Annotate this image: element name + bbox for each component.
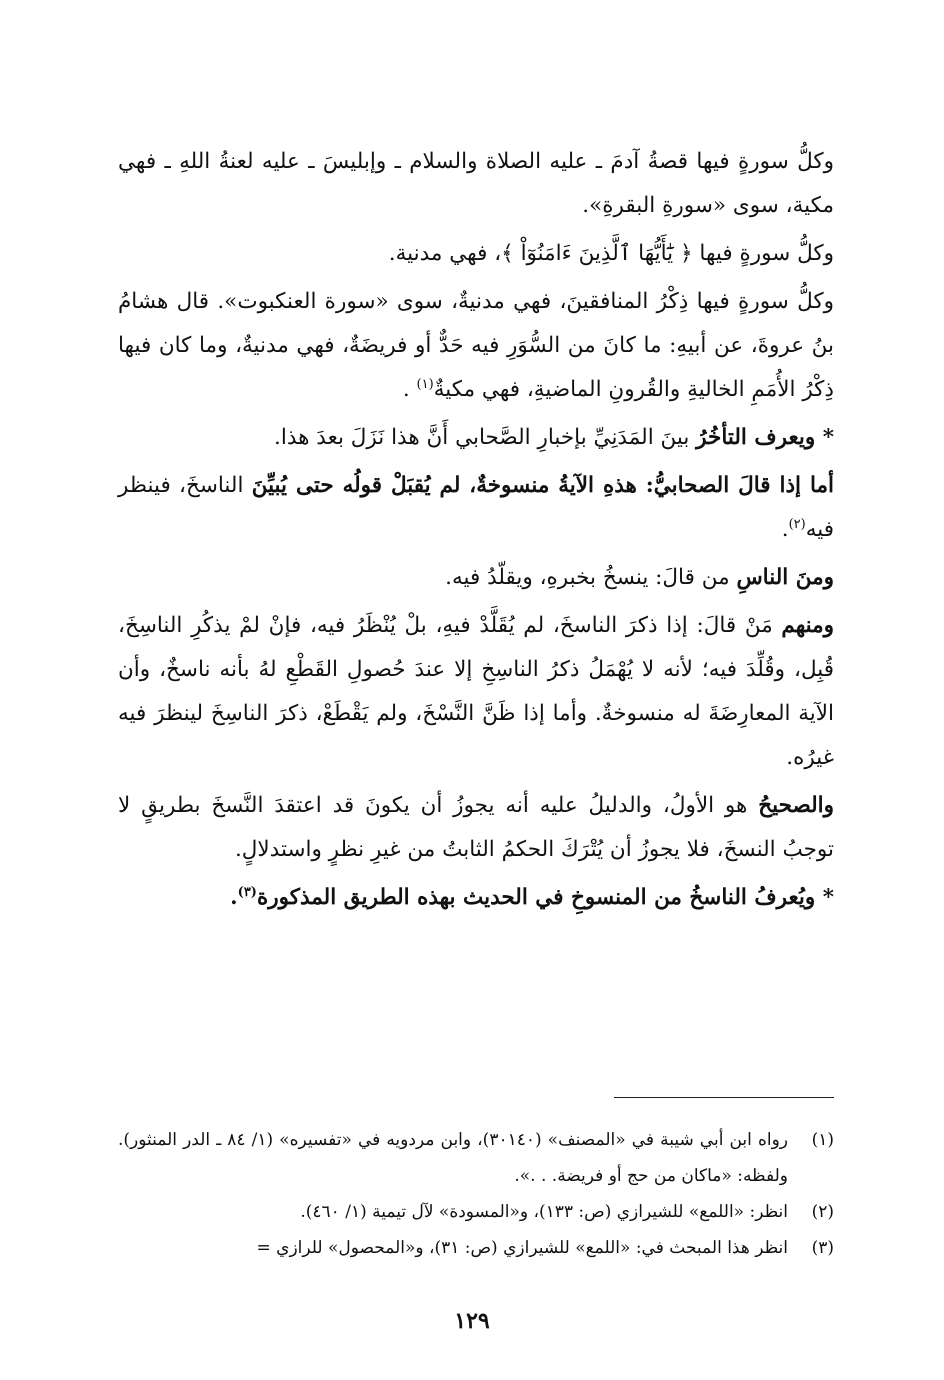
paragraph-adam-iblis: وكلُّ سورةٍ فيها قصةُ آدمَ ـ عليه الصلاة والسلام ـ وإبليسَ ـ عليه لعنةُ اللهِ ـ فهي مكية، سوى «سورةِ البقرةِ».	[118, 149, 834, 218]
footnote-3-number: (٣)	[811, 1238, 834, 1258]
footnote-3	[118, 1230, 834, 1266]
footnote-ref-1[interactable]: (١)	[416, 376, 434, 392]
paragraph-sahabi: أما إذا قالَ الصحابيُّ: هذهِ الآيةُ منسوخةٌ، لم يُقبَلْ قولُه حتى يُبيِّنَ الناسخَ، فينظر فيه$^{(٢)}$.	[118, 473, 834, 542]
paragraph-sahih-lead: والصحيحُ	[758, 793, 834, 818]
paragraph-taakhkhur-rest: بينَ المَدَنِيِّ بإخبارِ الصَّحابي أَنَّ هذا نَزَلَ بعدَ هذا.	[274, 425, 697, 450]
paragraph-minhum	[118, 604, 834, 780]
footnote-2-text: انظر: «اللمع» للشيرازي (ص: ١٣٣)، و«المسودة» لآل تيمية (١/ ٤٦٠).	[300, 1202, 788, 1222]
paragraph-nas-rest: من قالَ: ينسخُ بخبرهِ، ويقلّدُ فيه.	[445, 565, 737, 590]
footnote-2-number: (٢)	[811, 1202, 834, 1222]
paragraph-hadith-naskh-text: * ويُعرفُ الناسخُ من المنسوخِ في الحديث بهذه الطريق المذكورة	[256, 885, 834, 910]
paragraph-sahih-rest: هو الأولُ، والدليلُ عليه أنه يجوزُ أن يكونَ قد اعتقدَ النَّسخَ بطريقٍ لا توجبُ النسخَ، فلا يجوزُ أن يُتْرَكَ الحكمُ الثابتُ من غيرِ نظرٍ واستدلالٍ.	[118, 793, 834, 862]
footnote-ref-3[interactable]: (٣)	[237, 884, 257, 900]
paragraph-nas-lead: ومنَ الناسِ	[736, 565, 834, 590]
footnote-ref-2[interactable]: (٢)	[788, 516, 806, 532]
footnote-separator	[614, 1097, 834, 1098]
footnote-1-text: رواه ابن أبي شيبة في «المصنف» (٣٠١٤٠)، وابن مردويه في «تفسيره» (١/ ٨٤ ـ الدر المنثور). ولفظه: «ماكان من حج أو فريضة. . .».	[118, 1130, 789, 1186]
paragraph-hadith-naskh: * ويُعرفُ الناسخُ من المنسوخِ في الحديث بهذه الطريق المذكورة$^{(٣)}$.	[230, 884, 834, 910]
footnote-3-text: انظر هذا المبحث في: «اللمع» للشيرازي (ص: ٣١)، و«المحصول» للرازي =	[256, 1238, 788, 1258]
footnote-1	[118, 1122, 834, 1194]
page-number: ١٢٩	[454, 1308, 490, 1334]
paragraph-munafiqin: وكلُّ سورةٍ فيها ذِكْرُ المنافقينَ، فهي مدنيةٌ، سوى «سورة العنكبوت». قال هشامُ بنُ عروةَ، عن أبيهِ: ما كانَ من السُّوَرِ فيه حَدٌّ أو فريضَةٌ، فهي مدنيةٌ، وما كان فيها ذِكْرُ الأُمَمِ الخاليةِ والقُرونِ الماضيةِ، فهي مكيةٌ$^{(١)}$ .	[118, 289, 834, 402]
footnotes	[118, 1122, 834, 1266]
paragraph-munafiqin-text: وكلُّ سورةٍ فيها ذِكْرُ المنافقينَ، فهي مدنيةٌ، سوى «سورة العنكبوت». قال هشامُ بنُ عروةَ، عن أبيهِ: ما كانَ من السُّوَرِ فيه حَدٌّ أو فريضَةٌ، فهي مدنيةٌ، وما كان فيها ذِكْرُ الأُمَمِ الخاليةِ والقُرونِ الماضيةِ، فهي مكيةٌ	[118, 289, 834, 402]
paragraph-minhum-rest: مَنْ قالَ: إذا ذكرَ الناسخَ، لم يُقَلَّدْ فيهِ، بلْ يُنْظَرُ فيه، فإنْ لمْ يذكُرِ الناسِخَ، قُبِل، وقُلِّدَ فيه؛ لأنه لا يُهْمَلُ ذكرُ الناسِخِ إلا عندَ حُصولِ القَطْعِ لهُ بأنه ناسخٌ، وأن الآية المعارِضَةَ له منسوخةٌ. وأما إذا ظَنَّ النَّسْخَ، ولم يَقْطَعْ، ذكرَ الناسِخَ لينظرَ فيه غيرُه.	[118, 613, 834, 770]
footnote-2	[118, 1194, 834, 1230]
paragraph-taakhkhur	[118, 416, 834, 460]
paragraph-sahabi-bold: أما إذا قالَ الصحابيُّ: هذهِ الآيةُ منسوخةٌ، لم يُقبَلْ قولُه حتى يُبيِّنَ	[251, 473, 834, 498]
paragraph-minhum-lead: ومنهم	[781, 613, 834, 638]
paragraph-sahabi-rest: الناسخَ، فينظر فيه	[118, 473, 834, 542]
main-text	[118, 140, 834, 924]
paragraph-sahih	[118, 784, 834, 872]
footnote-1-number: (١)	[811, 1130, 834, 1150]
paragraph-nas	[118, 556, 834, 600]
paragraph-ya-ayyuha: وكلُّ سورةٍ فيها ﴿ يَٰٓأَيُّهَا ٱلَّذِينَ ءَامَنُوٓاْ ﴾، فهي مدنية.	[388, 241, 834, 266]
paragraph-taakhkhur-lead: * ويعرف التأخُرُ	[696, 425, 834, 450]
